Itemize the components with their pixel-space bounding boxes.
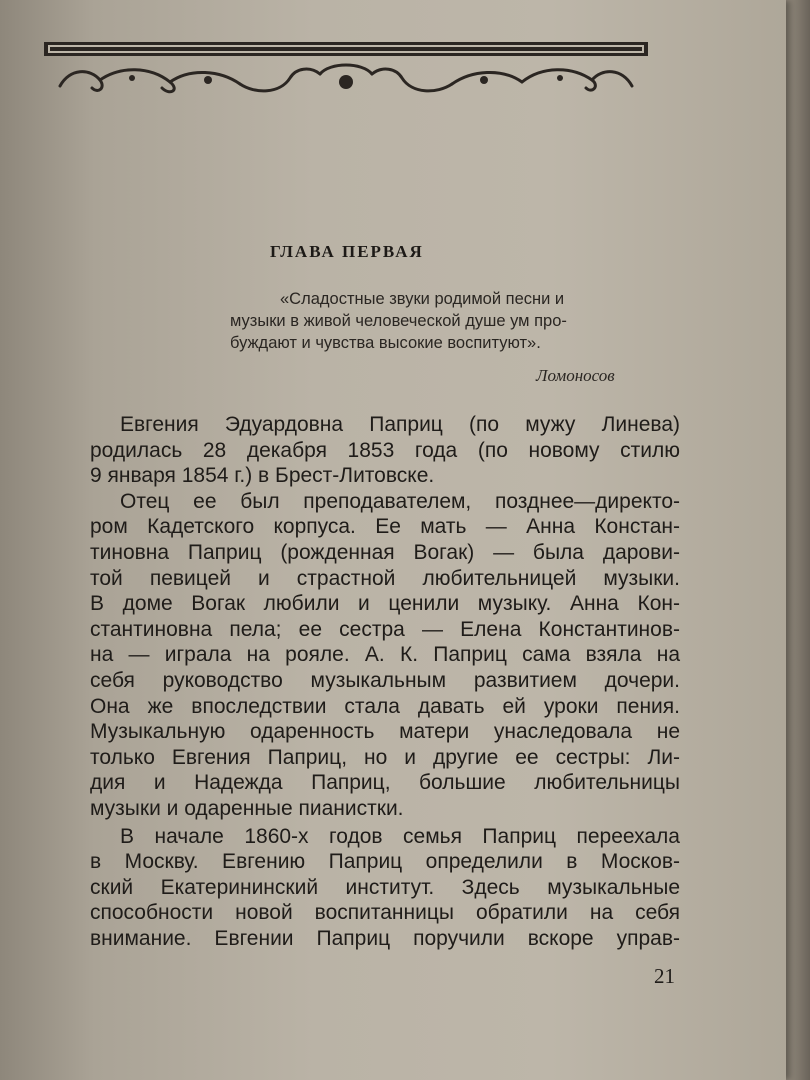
text-line: способности новой воспитанницы обратили на себя	[90, 901, 680, 925]
text-line: музыки и одаренные пианистки.	[90, 796, 404, 820]
text-line: только Евгения Паприц, но и другие ее сестры: Ли-	[90, 745, 680, 769]
epigraph-author: Ломоносов	[536, 366, 615, 385]
ornament-header	[40, 38, 652, 100]
text-line: Отец ее был преподавателем, позднее—директо-	[120, 489, 680, 513]
text-line: В доме Вогак любили и ценили музыку. Анна Кон-	[90, 592, 680, 616]
text-line: 9 января 1854 г.) в Брест-Литовске.	[90, 464, 435, 488]
chapter-title: ГЛАВА ПЕРВАЯ	[270, 242, 424, 261]
epigraph-line: буждают и чувства высокие воспитуют».	[230, 334, 541, 352]
page-number: 21	[654, 964, 675, 988]
text-line: себя руководство музыкальным развитием дочери.	[90, 668, 680, 692]
text-line: той певицей и страстной любительницей музыки.	[90, 566, 680, 590]
text-line: дия и Надежда Паприц, большие любительницы	[90, 771, 680, 795]
text-line: ский Екатерининский институт. Здесь музыкальные	[90, 875, 680, 899]
text-line: ром Кадетского корпуса. Ее мать — Анна Констан-	[90, 515, 680, 539]
text-line: родилась 28 декабря 1853 года (по новому стилю	[90, 438, 680, 462]
text-line: в Москву. Евгению Паприц определили в Москов-	[90, 850, 680, 874]
text-line: тиновна Паприц (рожденная Вогак) — была дарови-	[90, 540, 680, 564]
text-line: В начале 1860-х годов семья Паприц переехала	[120, 824, 680, 848]
text-line: стантиновна пела; ее сестра — Елена Константинов-	[90, 617, 680, 641]
text-line: на — играла на рояле. А. К. Паприц сама взяла на	[90, 643, 680, 667]
text-line: Евгения Эдуардовна Паприц (по мужу Линева)	[120, 413, 680, 436]
body-text	[90, 412, 680, 951]
text-line: Музыкальную одаренность матери унаследовала не	[90, 720, 680, 744]
text-line: внимание. Евгении Паприц поручили вскоре управ-	[90, 926, 680, 950]
text-line: Она же впоследствии стала давать ей уроки пения.	[90, 694, 680, 718]
epigraph	[230, 288, 670, 354]
epigraph-line: музыки в живой человеческой душе ум про-	[230, 312, 567, 330]
epigraph-line: «Сладостные звуки родимой песни и	[280, 290, 565, 308]
